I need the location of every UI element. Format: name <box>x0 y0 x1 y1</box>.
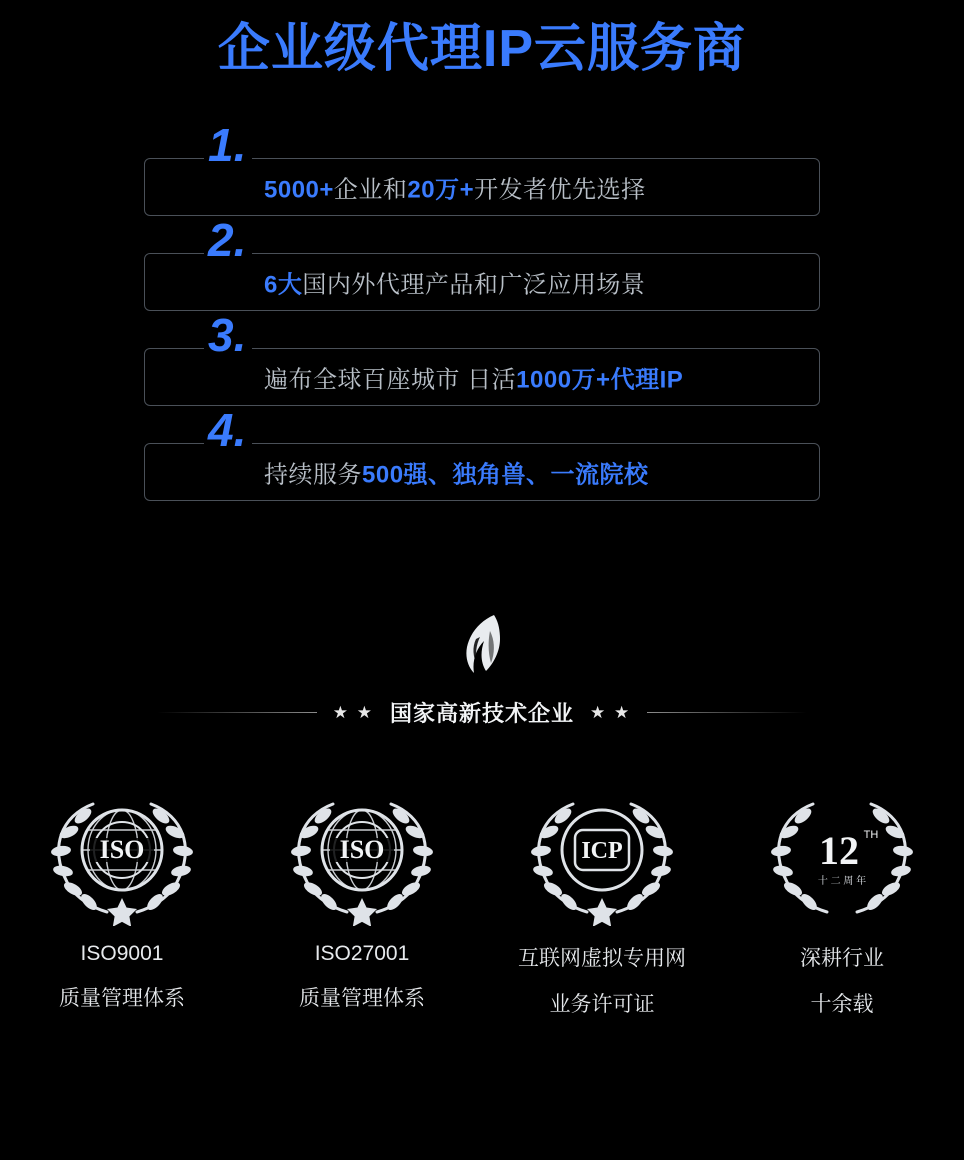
certificate-item <box>731 786 953 1018</box>
feature-text-part: 国内外代理产品和广泛应用场景 <box>302 271 646 299</box>
iso27001-badge-icon <box>267 786 457 926</box>
certificate-item <box>491 786 713 1018</box>
certificate-subtitle: 业务许可证 <box>549 993 655 1017</box>
feature-text-part-highlight: 500强、独角兽、一流院校 <box>362 461 649 489</box>
feature-list <box>0 119 964 501</box>
badge-superscript: TH <box>863 829 879 842</box>
award-stars-right: ★ ★ <box>590 702 632 722</box>
badge-subtext: 十 二 周 年 <box>817 876 867 888</box>
feature-text-part: 企业和 <box>333 176 408 204</box>
certificate-item <box>251 786 473 1018</box>
certificate-title: ISO27001 <box>314 942 410 966</box>
certificate-subtitle: 质量管理体系 <box>299 987 425 1011</box>
award-divider-left <box>157 712 317 713</box>
certificate-subtitle: 十余载 <box>810 993 874 1017</box>
icp-badge-icon <box>507 786 697 926</box>
feature-text-part: 开发者优先选择 <box>474 176 646 204</box>
page-title: 企业级代理IP云服务商 <box>217 20 747 78</box>
feature-text-part-highlight: 6大 <box>264 271 303 299</box>
feature-text-part-highlight: 20万+ <box>407 176 475 204</box>
feature-text <box>264 455 649 490</box>
brand-logo <box>0 613 964 675</box>
feature-text-part: 遍布全球百座城市 日活 <box>264 366 517 394</box>
certificate-subtitle: 质量管理体系 <box>59 987 185 1011</box>
feature-text-part-highlight: 1000万+代理IP <box>516 366 684 394</box>
award-divider-right <box>647 712 807 713</box>
badge-text: 12 <box>819 828 859 874</box>
anniversary-badge-icon <box>747 786 937 926</box>
certificate-title: ISO9001 <box>80 942 164 966</box>
certificate-item <box>11 786 233 1018</box>
award-stars-left: ★ ★ <box>332 702 374 722</box>
feature-number: 2. <box>204 217 252 265</box>
feature-number: 4. <box>204 407 252 455</box>
feature-text-part: 持续服务 <box>264 461 362 489</box>
feature-item-3 <box>144 309 820 406</box>
feature-text <box>264 170 646 205</box>
award-label: 国家高新技术企业 <box>389 701 574 727</box>
feature-text <box>264 265 645 300</box>
feature-text-part-highlight: 5000+ <box>264 176 334 204</box>
certificate-title: 互联网虚拟专用网 <box>518 947 686 971</box>
badge-text: ICP <box>581 838 623 865</box>
certificate-list <box>0 786 964 1018</box>
badge-text: ISO <box>339 835 385 865</box>
feature-number: 1. <box>204 122 252 170</box>
feature-number: 3. <box>204 312 252 360</box>
certificate-title: 深耕行业 <box>800 947 884 971</box>
feature-item-2 <box>144 214 820 311</box>
iso9001-badge-icon <box>27 786 217 926</box>
leaf-logo-icon <box>450 613 514 675</box>
feature-text <box>264 360 683 395</box>
badge-text: ISO <box>99 835 145 865</box>
award-banner <box>0 697 964 728</box>
feature-item-1 <box>144 119 820 216</box>
feature-item-4 <box>144 404 820 501</box>
